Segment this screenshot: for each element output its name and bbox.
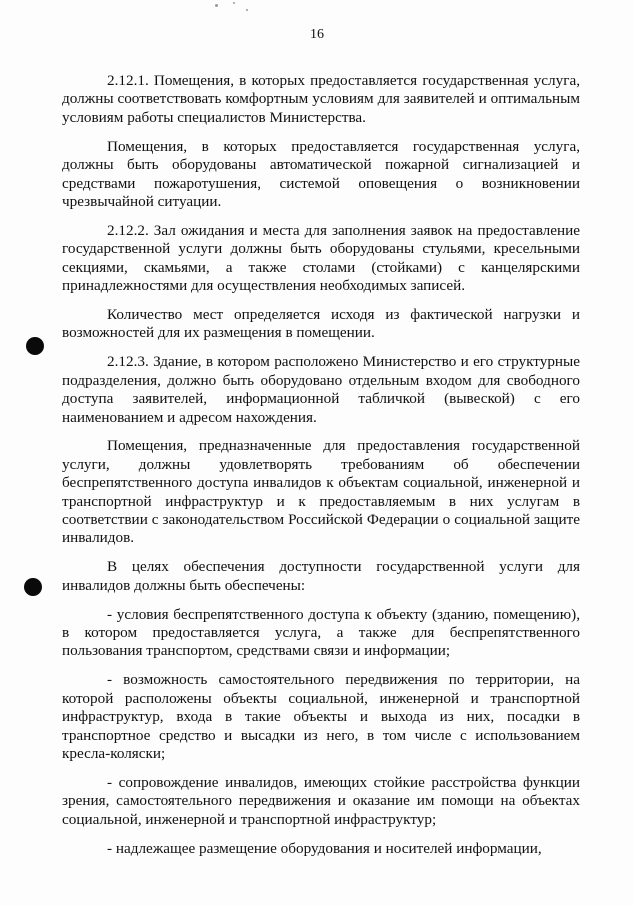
scan-speck: [233, 2, 235, 4]
paragraph: Помещения, предназначенные для предоставления государственной услуги, должны удовлетворять требованиям об обеспечении беспрепятственного доступа инвалидов к объектам социальной, инженерной и транспортной инфраструктур и к предоставляемым в них услугам в соответствии с законодательством Российской Федерации о социальной защите инвалидов.: [62, 437, 580, 547]
list-item: - сопровождение инвалидов, имеющих стойкие расстройства функции зрения, самостоятельного передвижения и оказание им помощи на объектах социальной, инженерной и транспортной инфраструктур;: [62, 773, 580, 828]
paragraph: Помещения, в которых предоставляется государственная услуга, должны быть оборудованы автоматической пожарной сигнализацией и средствами пожаротушения, системой оповещения о возникновении чрезвычайной ситуации.: [62, 137, 580, 210]
document-body: [62, 72, 580, 869]
page-number: 16: [310, 27, 324, 42]
paragraph: В целях обеспечения доступности государственной услуги для инвалидов должны быть обеспечены:: [62, 558, 580, 594]
scan-speck: [215, 4, 218, 7]
paragraph: 2.12.2. Зал ожидания и места для заполнения заявок на предоставление государственной услуги должны быть оборудованы стульями, кресельными секциями, скамьями, а также столами (стойками) с канцелярскими принадлежностями для осуществления необходимых записей.: [62, 221, 580, 295]
list-item: - условия беспрепятственного доступа к объекту (зданию, помещению), в котором предоставляется услуга, а также для беспрепятственного пользования транспортом, средствами связи и информации;: [62, 605, 580, 660]
scan-speck: [246, 9, 248, 11]
punch-hole: [26, 337, 44, 355]
punch-hole: [24, 578, 42, 596]
paragraph: Количество мест определяется исходя из фактической нагрузки и возможностей для их размещения в помещении.: [62, 305, 580, 342]
list-item: - возможность самостоятельного передвижения по территории, на которой расположены объекты социальной, инженерной и транспортной инфраструктур, входа в такие объекты и выхода из них, посадки в транспортное средство и высадки из него, в том числе с использованием кресла-коляски;: [62, 671, 580, 762]
list-item: - надлежащее размещение оборудования и носителей информации,: [107, 839, 542, 857]
paragraph: 2.12.3. Здание, в котором расположено Министерство и его структурные подразделения, должно быть оборудовано отдельным входом для свободного доступа заявителей, информационной табличкой (вывеской) с его наименованием и адресом нахождения.: [62, 353, 580, 426]
paragraph: 2.12.1. Помещения, в которых предоставляется государственная услуга, должны соответствовать комфортным условиям для заявителей и оптимальным условиям работы специалистов Министерства.: [62, 72, 580, 126]
